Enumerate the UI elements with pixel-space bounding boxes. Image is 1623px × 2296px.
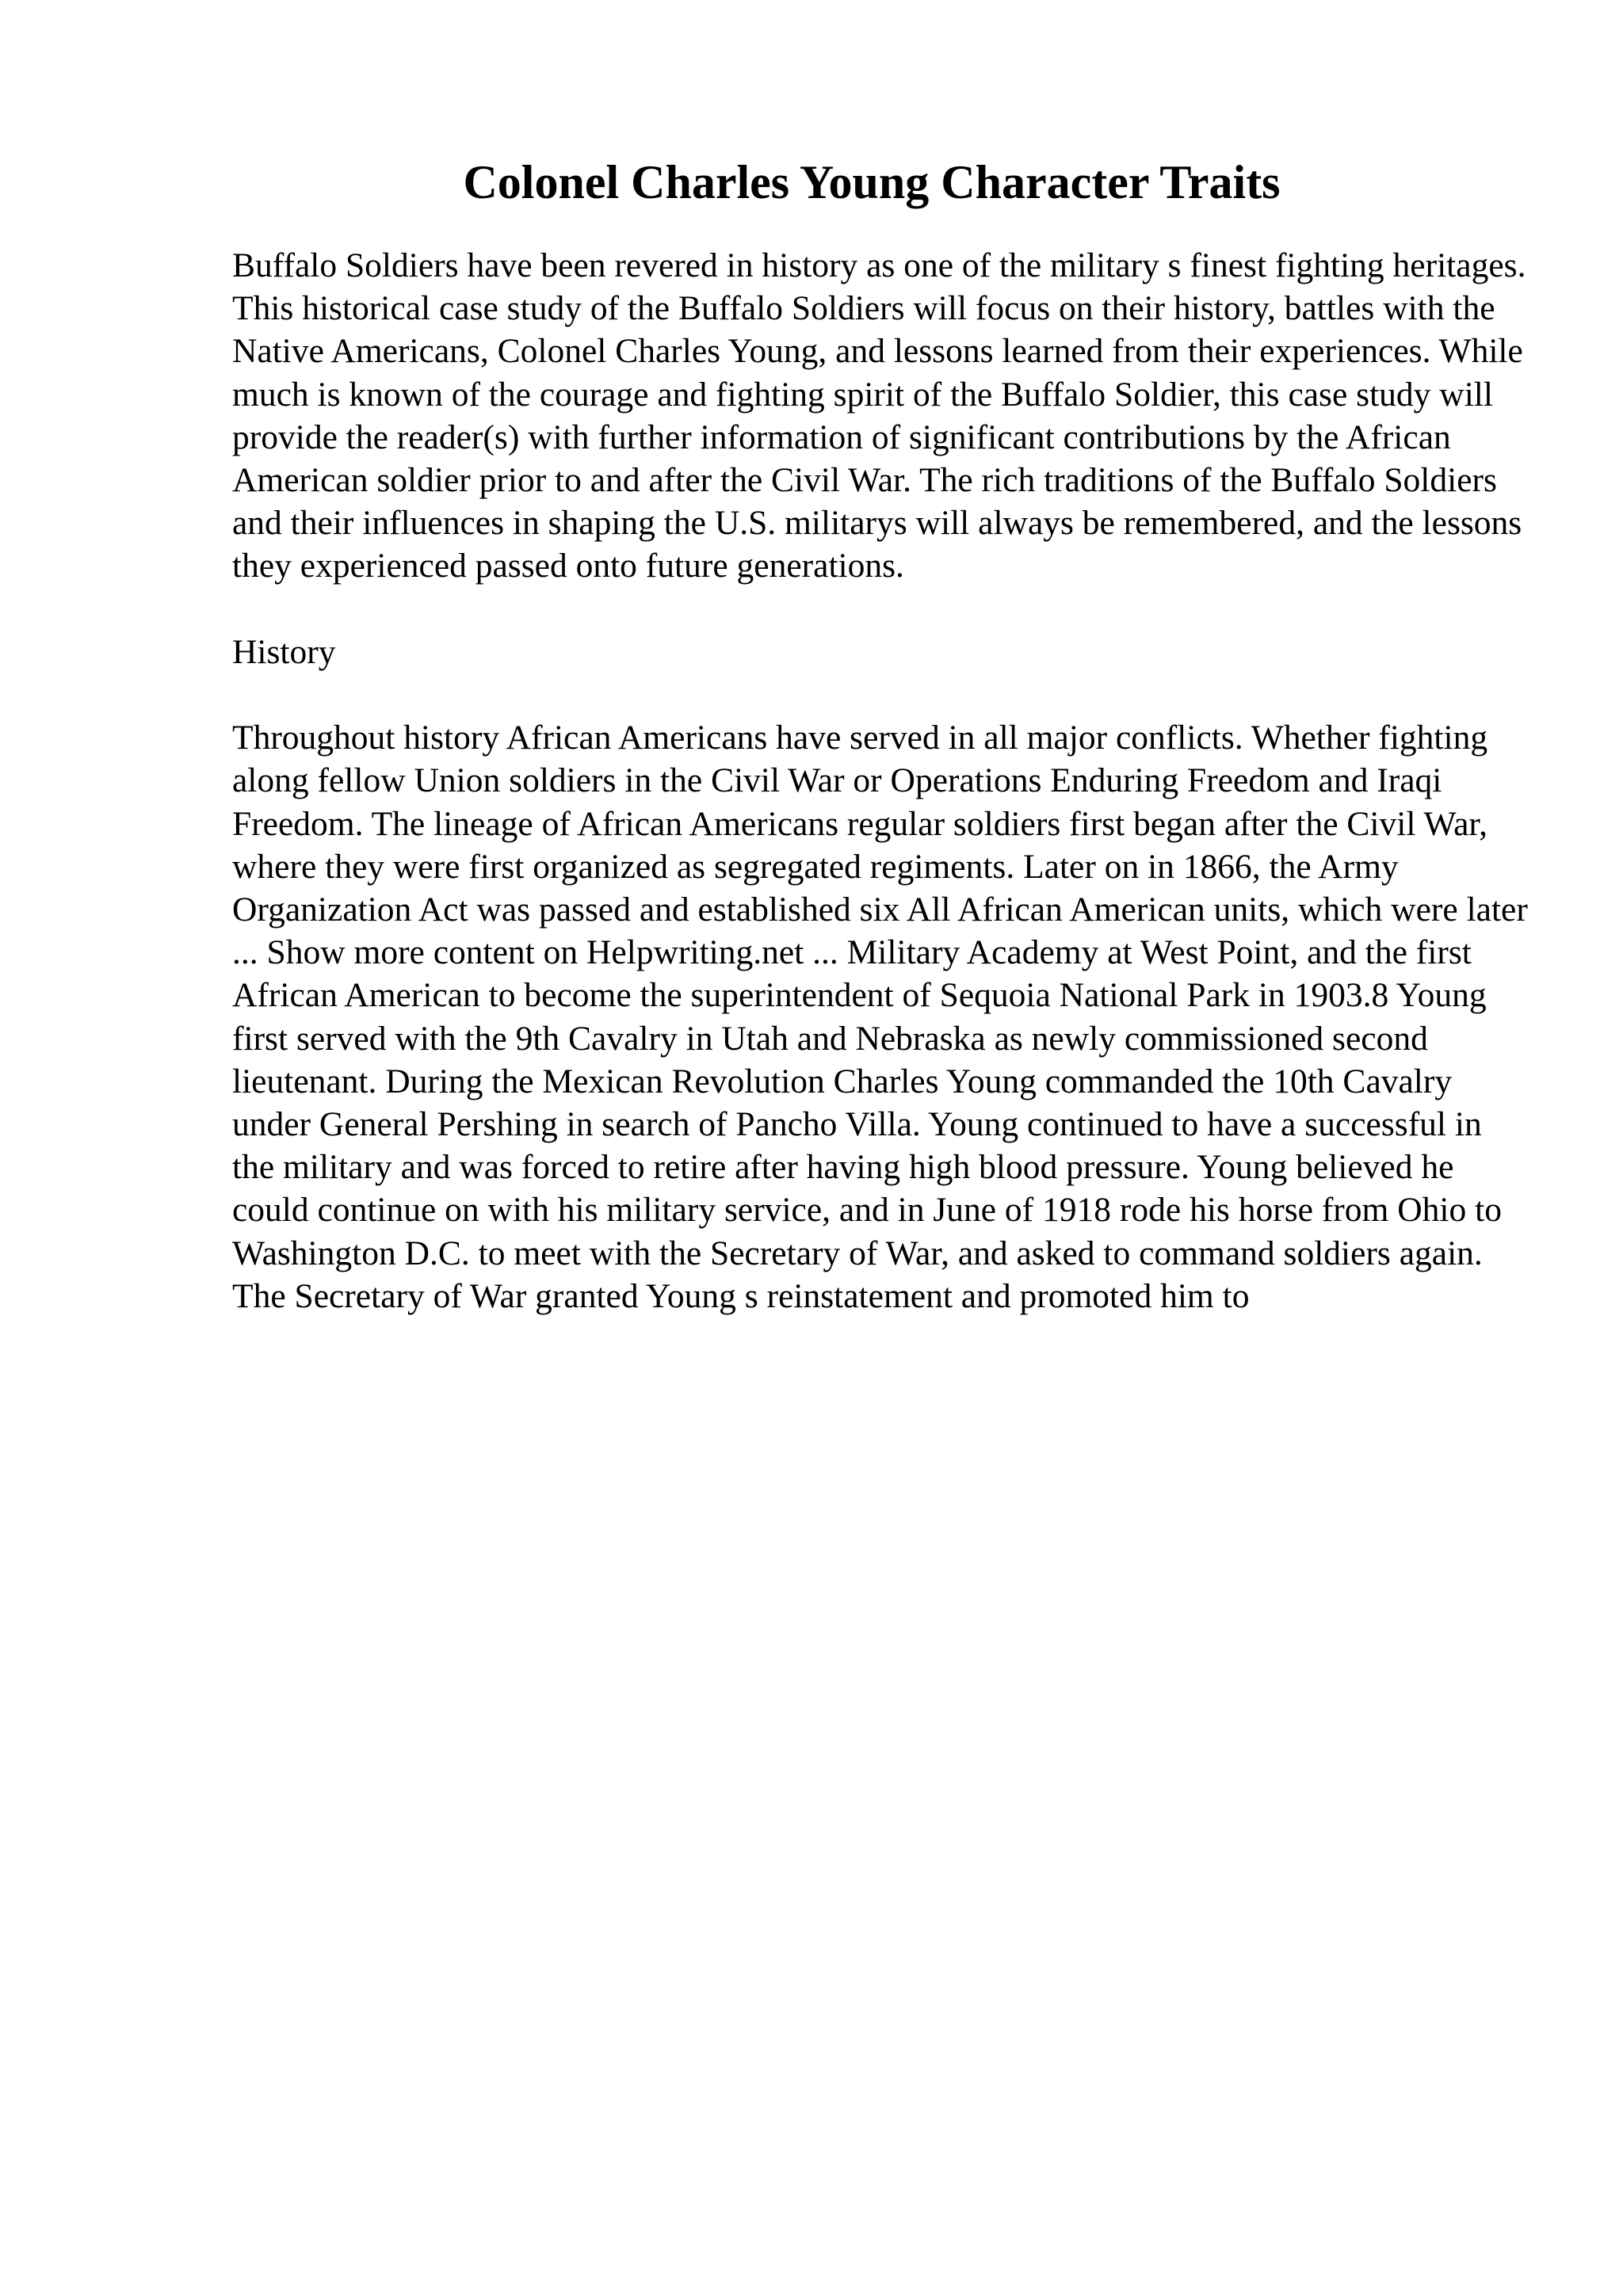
paragraph-spacer [232, 588, 1532, 631]
section-heading-history: History [232, 632, 336, 671]
page-title: Colonel Charles Young Character Traits [463, 156, 1281, 208]
document-body [232, 244, 1532, 1318]
intro-paragraph: Buffalo Soldiers have been revered in history as one of the military s finest fighting heritages. This historical case study of the Buffalo Soldiers will focus on their history, battles with the Native Americans, Colonel Charles Young, and lessons learned from their experiences. While much is known of the courage and fighting spirit of the Buffalo Soldier, this case study will provide the reader(s) with further information of significant contributions by the African American soldier prior to and after the Civil War. The rich traditions of the Buffalo Soldiers and their influences in shaping the U.S. militarys will always be remembered, and the lessons they experienced passed onto future generations. [232, 246, 1526, 585]
paragraph-spacer [232, 673, 1532, 716]
history-paragraph: Throughout history African Americans have served in all major conflicts. Whether fighting along fellow Union soldiers in the Civil War or Operations Enduring Freedom and Iraqi Freedom. The lineage of African Americans regular soldiers first began after the Civil War, where they were first organized as segregated regiments. Later on in 1866, the Army Organization Act was passed and established six All African American units, which were later ... Show more content on Helpwriting.net ... Military Academy at West Point, and the first African American to become the superintendent of Sequoia National Park in 1903.8 Young first served with the 9th Cavalry in Utah and Nebraska as newly commissioned second lieutenant. During the Mexican Revolution Charles Young commanded the 10th Cavalry under General Pershing in search of Pancho Villa. Young continued to have a successful in the military and was forced to retire after having high blood pressure. Young believed he could continue on with his military service, and in June of 1918 rode his horse from Ohio to Washington D.C. to meet with the Secretary of War, and asked to command soldiers again. The Secretary of War granted Young s reinstatement and promoted him to [232, 719, 1528, 1315]
